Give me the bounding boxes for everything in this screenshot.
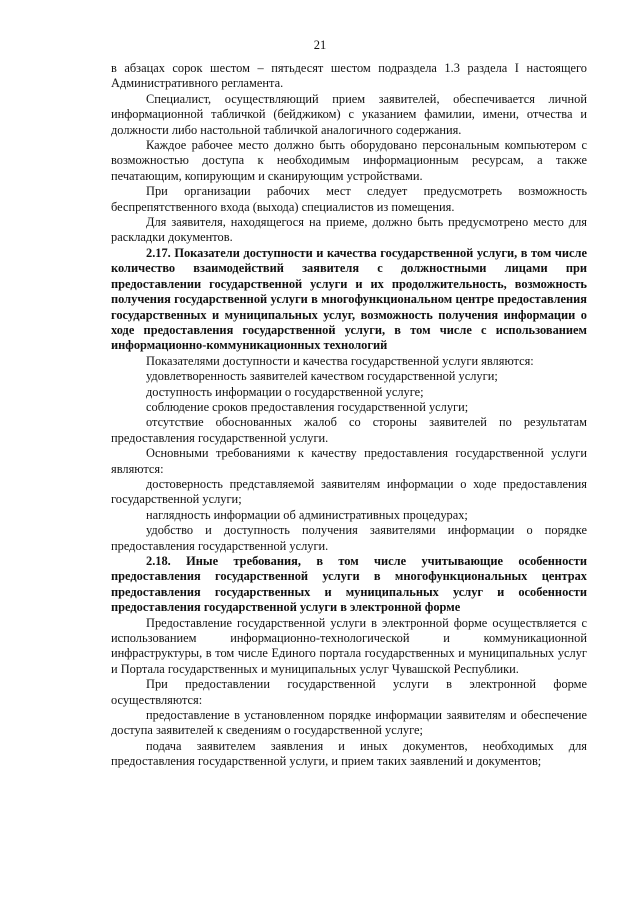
paragraph-14: наглядность информации об административных процедурах; <box>146 507 468 522</box>
paragraph-18: При предоставлении государственной услуги в электронной форме осуществляются: <box>111 677 587 707</box>
paragraph-19: предоставление в установленном порядке информации заявителям и обеспечение доступа заявителей к сведениям о государственной услуге; <box>111 708 587 738</box>
section-heading-16: 2.18. Иные требования, в том числе учитывающие особенности предоставления государственной услуги в многофункциональных центрах предоставления государственных и муниципальных услуг и особенности предоставления государственной услуги в электронной форме <box>111 554 587 615</box>
paragraph-7: Показателями доступности и качества государственной услуги являются: <box>146 353 534 368</box>
paragraph-9: доступность информации о государственной услуге; <box>146 384 424 399</box>
document-body <box>111 61 587 770</box>
paragraph-1: в абзацах сорок шестом – пятьдесят шестом подраздела 1.3 раздела I настоящего Административного регламента. <box>111 61 587 91</box>
paragraph-15: удобство и доступность получения заявителями информации о порядке предоставления государственной услуги. <box>111 523 587 553</box>
paragraph-2: Специалист, осуществляющий прием заявителей, обеспечивается личной информационной табличкой (бейджиком) с указанием фамилии, имени, отчества и должности либо настольной табличкой аналогичного содержания. <box>111 91 587 137</box>
paragraph-8: удовлетворенность заявителей качеством государственной услуги; <box>146 369 498 384</box>
section-heading-6: 2.17. Показатели доступности и качества государственной услуги, в том числе количество взаимодействий заявителя с должностными лицами при предоставлении государственной услуги и их продолжительность, возможность получения государственной услуги в многофункциональном центре предоставления государственных и муниципальных услуг, возможность получения информации о ходе предоставления государственной услуги, в том числе с использованием информационно-коммуникационных технологий <box>111 245 587 353</box>
paragraph-17: Предоставление государственной услуги в электронной форме осуществляется с использованием информационно-технологической и коммуникационной инфраструктуры, в том числе Единого портала государственных и муниципальных услуг и Портала государственных и муниципальных услуг Чувашской Республики. <box>111 615 587 676</box>
paragraph-11: отсутствие обоснованных жалоб со стороны заявителей по результатам предоставления государственной услуги. <box>111 415 587 445</box>
paragraph-12: Основными требованиями к качеству предоставления государственной услуги являются: <box>111 446 587 476</box>
page-number: 21 <box>313 38 327 52</box>
paragraph-13: достоверность представляемой заявителям информации о ходе предоставления государственной услуги; <box>111 476 587 507</box>
paragraph-4: При организации рабочих мест следует предусмотреть возможность беспрепятственного входа (выхода) специалистов из помещения. <box>111 184 587 214</box>
paragraph-5: Для заявителя, находящегося на приеме, должно быть предусмотрено место для раскладки документов. <box>111 215 587 245</box>
paragraph-20: подача заявителем заявления и иных документов, необходимых для предоставления государственной услуги, и прием таких заявлений и документов; <box>111 738 587 769</box>
paragraph-10: соблюдение сроков предоставления государственной услуги; <box>146 399 469 414</box>
paragraph-3: Каждое рабочее место должно быть оборудовано персональным компьютером с возможностью доступа к необходимым информационным ресурсам, а также печатающим, копирующим и сканирующим устройствами. <box>111 138 587 183</box>
